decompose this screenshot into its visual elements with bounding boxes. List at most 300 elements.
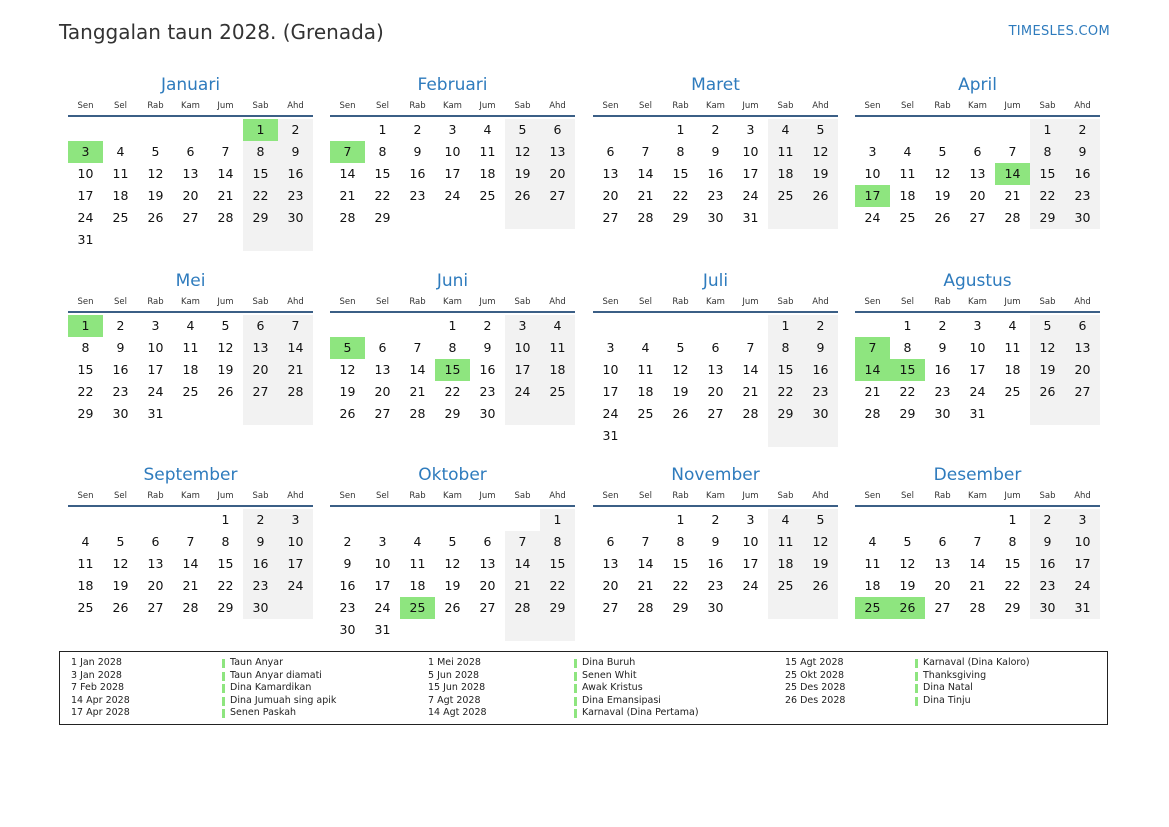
- day-cell[interactable]: 16: [409, 166, 426, 181]
- day-cell[interactable]: 12: [803, 141, 838, 163]
- day-cell[interactable]: 1: [676, 512, 685, 527]
- day-cell[interactable]: 6: [938, 534, 947, 549]
- day-cell[interactable]: 26: [672, 406, 689, 421]
- day-cell[interactable]: 4: [483, 122, 492, 137]
- day-cell[interactable]: 2: [483, 318, 492, 333]
- day-cell[interactable]: 20: [707, 384, 724, 399]
- day-cell[interactable]: 13: [243, 337, 278, 359]
- day-cell[interactable]: 6: [243, 315, 278, 337]
- day-cell[interactable]: 7: [746, 340, 755, 355]
- day-cell[interactable]: 9: [1030, 531, 1065, 553]
- day-cell[interactable]: 18: [540, 359, 575, 381]
- day-cell[interactable]: 19: [1030, 359, 1065, 381]
- day-cell[interactable]: 6: [483, 534, 492, 549]
- day-cell[interactable]: 31: [77, 232, 94, 247]
- day-cell[interactable]: 16: [1030, 553, 1065, 575]
- day-cell[interactable]: 24: [505, 381, 540, 403]
- day-cell[interactable]: 5: [1030, 315, 1065, 337]
- day-cell[interactable]: 25: [768, 575, 803, 597]
- day-cell[interactable]: 2: [711, 512, 720, 527]
- day-cell[interactable]: 4: [116, 144, 125, 159]
- day-cell[interactable]: 20: [479, 578, 496, 593]
- day-cell[interactable]: 2: [243, 509, 278, 531]
- day-cell[interactable]: 26: [934, 210, 951, 225]
- day-cell[interactable]: 8: [903, 340, 912, 355]
- day-cell[interactable]: 22: [768, 381, 803, 403]
- day-cell[interactable]: 15: [1004, 556, 1021, 571]
- day-cell[interactable]: 15: [890, 359, 925, 381]
- day-cell[interactable]: 23: [707, 578, 724, 593]
- day-cell[interactable]: 5: [903, 534, 912, 549]
- day-cell[interactable]: 12: [217, 340, 234, 355]
- day-cell[interactable]: 15: [672, 166, 689, 181]
- day-cell[interactable]: 3: [505, 315, 540, 337]
- day-cell[interactable]: 18: [112, 188, 129, 203]
- day-cell[interactable]: 14: [969, 556, 986, 571]
- day-cell[interactable]: 1: [903, 318, 912, 333]
- day-cell[interactable]: 29: [77, 406, 94, 421]
- day-cell[interactable]: 9: [343, 556, 352, 571]
- day-cell[interactable]: 14: [278, 337, 313, 359]
- day-cell[interactable]: 28: [864, 406, 881, 421]
- day-cell[interactable]: 18: [899, 188, 916, 203]
- day-cell[interactable]: 3: [746, 512, 755, 527]
- day-cell[interactable]: 12: [1030, 337, 1065, 359]
- day-cell[interactable]: 30: [707, 600, 724, 615]
- day-cell[interactable]: 9: [413, 144, 422, 159]
- day-cell[interactable]: 29: [243, 207, 278, 229]
- day-cell[interactable]: 11: [77, 556, 94, 571]
- day-cell[interactable]: 13: [934, 556, 951, 571]
- day-cell[interactable]: 20: [1065, 359, 1100, 381]
- day-cell[interactable]: 7: [278, 315, 313, 337]
- day-cell[interactable]: 13: [1065, 337, 1100, 359]
- day-cell[interactable]: 16: [1065, 163, 1100, 185]
- day-cell[interactable]: 20: [602, 188, 619, 203]
- day-cell[interactable]: 19: [339, 384, 356, 399]
- day-cell[interactable]: 24: [1065, 575, 1100, 597]
- day-cell[interactable]: 10: [147, 340, 164, 355]
- day-cell[interactable]: 16: [339, 578, 356, 593]
- day-cell[interactable]: 22: [899, 384, 916, 399]
- day-cell[interactable]: 22: [444, 384, 461, 399]
- day-cell[interactable]: 22: [1004, 578, 1021, 593]
- day-cell[interactable]: 28: [182, 600, 199, 615]
- day-cell[interactable]: 23: [339, 600, 356, 615]
- day-cell[interactable]: 19: [934, 188, 951, 203]
- day-cell[interactable]: 15: [243, 163, 278, 185]
- day-cell[interactable]: 22: [77, 384, 94, 399]
- day-cell[interactable]: 1: [540, 509, 575, 531]
- day-cell[interactable]: 25: [112, 210, 129, 225]
- day-cell[interactable]: 23: [278, 185, 313, 207]
- day-cell[interactable]: 27: [602, 600, 619, 615]
- day-cell[interactable]: 9: [1065, 141, 1100, 163]
- day-cell[interactable]: 1: [768, 315, 803, 337]
- day-cell[interactable]: 3: [68, 141, 103, 163]
- day-cell[interactable]: 29: [768, 403, 803, 425]
- day-cell[interactable]: 7: [330, 141, 365, 163]
- day-cell[interactable]: 30: [707, 210, 724, 225]
- day-cell[interactable]: 26: [505, 185, 540, 207]
- day-cell[interactable]: 20: [540, 163, 575, 185]
- day-cell[interactable]: 27: [147, 600, 164, 615]
- day-cell[interactable]: 31: [374, 622, 391, 637]
- day-cell[interactable]: 6: [540, 119, 575, 141]
- day-cell[interactable]: 25: [77, 600, 94, 615]
- day-cell[interactable]: 14: [855, 359, 890, 381]
- day-cell[interactable]: 26: [217, 384, 234, 399]
- day-cell[interactable]: 31: [147, 406, 164, 421]
- day-cell[interactable]: 14: [995, 163, 1030, 185]
- day-cell[interactable]: 14: [409, 362, 426, 377]
- day-cell[interactable]: 2: [1030, 509, 1065, 531]
- day-cell[interactable]: 25: [855, 597, 890, 619]
- day-cell[interactable]: 16: [934, 362, 951, 377]
- day-cell[interactable]: 7: [1008, 144, 1017, 159]
- day-cell[interactable]: 1: [68, 315, 103, 337]
- day-cell[interactable]: 19: [803, 163, 838, 185]
- day-cell[interactable]: 3: [378, 534, 387, 549]
- day-cell[interactable]: 26: [803, 185, 838, 207]
- day-cell[interactable]: 27: [374, 406, 391, 421]
- day-cell[interactable]: 23: [243, 575, 278, 597]
- day-cell[interactable]: 5: [330, 337, 365, 359]
- day-cell[interactable]: 11: [637, 362, 654, 377]
- day-cell[interactable]: 23: [803, 381, 838, 403]
- day-cell[interactable]: 5: [448, 534, 457, 549]
- day-cell[interactable]: 21: [409, 384, 426, 399]
- day-cell[interactable]: 26: [890, 597, 925, 619]
- day-cell[interactable]: 12: [672, 362, 689, 377]
- day-cell[interactable]: 7: [186, 534, 195, 549]
- day-cell[interactable]: 8: [243, 141, 278, 163]
- day-cell[interactable]: 17: [505, 359, 540, 381]
- day-cell[interactable]: 16: [278, 163, 313, 185]
- day-cell[interactable]: 14: [505, 553, 540, 575]
- day-cell[interactable]: 14: [217, 166, 234, 181]
- day-cell[interactable]: 3: [746, 122, 755, 137]
- day-cell[interactable]: 18: [182, 362, 199, 377]
- day-cell[interactable]: 24: [742, 188, 759, 203]
- day-cell[interactable]: 28: [278, 381, 313, 403]
- day-cell[interactable]: 8: [676, 534, 685, 549]
- day-cell[interactable]: 13: [540, 141, 575, 163]
- day-cell[interactable]: 19: [505, 163, 540, 185]
- day-cell[interactable]: 9: [278, 141, 313, 163]
- day-cell[interactable]: 23: [112, 384, 129, 399]
- day-cell[interactable]: 29: [374, 210, 391, 225]
- day-cell[interactable]: 12: [505, 141, 540, 163]
- day-cell[interactable]: 16: [803, 359, 838, 381]
- day-cell[interactable]: 19: [899, 578, 916, 593]
- day-cell[interactable]: 31: [742, 210, 759, 225]
- day-cell[interactable]: 29: [672, 600, 689, 615]
- day-cell[interactable]: 17: [602, 384, 619, 399]
- day-cell[interactable]: 17: [742, 166, 759, 181]
- day-cell[interactable]: 4: [903, 144, 912, 159]
- day-cell[interactable]: 22: [217, 578, 234, 593]
- day-cell[interactable]: 25: [540, 381, 575, 403]
- day-cell[interactable]: 1: [243, 119, 278, 141]
- day-cell[interactable]: 6: [606, 144, 615, 159]
- day-cell[interactable]: 20: [934, 578, 951, 593]
- day-cell[interactable]: 20: [147, 578, 164, 593]
- day-cell[interactable]: 6: [378, 340, 387, 355]
- day-cell[interactable]: 15: [374, 166, 391, 181]
- day-cell[interactable]: 20: [602, 578, 619, 593]
- day-cell[interactable]: 6: [973, 144, 982, 159]
- day-cell[interactable]: 19: [112, 578, 129, 593]
- day-cell[interactable]: 6: [186, 144, 195, 159]
- day-cell[interactable]: 5: [676, 340, 685, 355]
- day-cell[interactable]: 31: [602, 428, 619, 443]
- day-cell[interactable]: 12: [803, 531, 838, 553]
- day-cell[interactable]: 4: [768, 509, 803, 531]
- day-cell[interactable]: 21: [637, 188, 654, 203]
- day-cell[interactable]: 16: [707, 556, 724, 571]
- day-cell[interactable]: 19: [147, 188, 164, 203]
- day-cell[interactable]: 6: [1065, 315, 1100, 337]
- day-cell[interactable]: 10: [602, 362, 619, 377]
- day-cell[interactable]: 4: [413, 534, 422, 549]
- day-cell[interactable]: 29: [1004, 600, 1021, 615]
- day-cell[interactable]: 20: [243, 359, 278, 381]
- day-cell[interactable]: 16: [707, 166, 724, 181]
- day-cell[interactable]: 17: [742, 556, 759, 571]
- day-cell[interactable]: 23: [409, 188, 426, 203]
- day-cell[interactable]: 15: [435, 359, 470, 381]
- day-cell[interactable]: 12: [112, 556, 129, 571]
- day-cell[interactable]: 22: [243, 185, 278, 207]
- day-cell[interactable]: 7: [221, 144, 230, 159]
- day-cell[interactable]: 5: [221, 318, 230, 333]
- day-cell[interactable]: 1: [221, 512, 230, 527]
- day-cell[interactable]: 15: [672, 556, 689, 571]
- day-cell[interactable]: 30: [243, 597, 278, 619]
- day-cell[interactable]: 18: [479, 166, 496, 181]
- day-cell[interactable]: 4: [540, 315, 575, 337]
- day-cell[interactable]: 2: [413, 122, 422, 137]
- day-cell[interactable]: 20: [969, 188, 986, 203]
- day-cell[interactable]: 9: [711, 144, 720, 159]
- day-cell[interactable]: 5: [116, 534, 125, 549]
- day-cell[interactable]: 23: [479, 384, 496, 399]
- day-cell[interactable]: 12: [339, 362, 356, 377]
- day-cell[interactable]: 26: [112, 600, 129, 615]
- day-cell[interactable]: 30: [1030, 597, 1065, 619]
- day-cell[interactable]: 9: [483, 340, 492, 355]
- day-cell[interactable]: 28: [409, 406, 426, 421]
- day-cell[interactable]: 2: [343, 534, 352, 549]
- day-cell[interactable]: 2: [1065, 119, 1100, 141]
- day-cell[interactable]: 4: [1008, 318, 1017, 333]
- day-cell[interactable]: 24: [77, 210, 94, 225]
- day-cell[interactable]: 11: [112, 166, 129, 181]
- day-cell[interactable]: 16: [243, 553, 278, 575]
- day-cell[interactable]: 20: [182, 188, 199, 203]
- day-cell[interactable]: 13: [374, 362, 391, 377]
- day-cell[interactable]: 11: [899, 166, 916, 181]
- day-cell[interactable]: 28: [742, 406, 759, 421]
- day-cell[interactable]: 15: [768, 359, 803, 381]
- day-cell[interactable]: 21: [278, 359, 313, 381]
- day-cell[interactable]: 8: [768, 337, 803, 359]
- day-cell[interactable]: 23: [1065, 185, 1100, 207]
- day-cell[interactable]: 25: [479, 188, 496, 203]
- day-cell[interactable]: 28: [217, 210, 234, 225]
- day-cell[interactable]: 23: [707, 188, 724, 203]
- day-cell[interactable]: 21: [969, 578, 986, 593]
- day-cell[interactable]: 10: [969, 340, 986, 355]
- day-cell[interactable]: 30: [934, 406, 951, 421]
- day-cell[interactable]: 26: [444, 600, 461, 615]
- day-cell[interactable]: 3: [448, 122, 457, 137]
- day-cell[interactable]: 6: [151, 534, 160, 549]
- day-cell[interactable]: 27: [969, 210, 986, 225]
- day-cell[interactable]: 16: [479, 362, 496, 377]
- day-cell[interactable]: 28: [637, 210, 654, 225]
- day-cell[interactable]: 18: [768, 553, 803, 575]
- day-cell[interactable]: 5: [803, 509, 838, 531]
- day-cell[interactable]: 10: [505, 337, 540, 359]
- day-cell[interactable]: 24: [864, 210, 881, 225]
- day-cell[interactable]: 27: [182, 210, 199, 225]
- day-cell[interactable]: 7: [855, 337, 890, 359]
- day-cell[interactable]: 28: [339, 210, 356, 225]
- day-cell[interactable]: 5: [151, 144, 160, 159]
- day-cell[interactable]: 25: [768, 185, 803, 207]
- day-cell[interactable]: 14: [742, 362, 759, 377]
- day-cell[interactable]: 15: [77, 362, 94, 377]
- day-cell[interactable]: 24: [147, 384, 164, 399]
- day-cell[interactable]: 25: [637, 406, 654, 421]
- day-cell[interactable]: 18: [1004, 362, 1021, 377]
- day-cell[interactable]: 25: [1004, 384, 1021, 399]
- day-cell[interactable]: 17: [147, 362, 164, 377]
- day-cell[interactable]: 2: [116, 318, 125, 333]
- day-cell[interactable]: 11: [540, 337, 575, 359]
- day-cell[interactable]: 3: [606, 340, 615, 355]
- day-cell[interactable]: 13: [602, 556, 619, 571]
- day-cell[interactable]: 18: [77, 578, 94, 593]
- day-cell[interactable]: 5: [505, 119, 540, 141]
- day-cell[interactable]: 12: [899, 556, 916, 571]
- day-cell[interactable]: 30: [803, 403, 838, 425]
- day-cell[interactable]: 12: [934, 166, 951, 181]
- day-cell[interactable]: 26: [1030, 381, 1065, 403]
- day-cell[interactable]: 1: [1008, 512, 1017, 527]
- day-cell[interactable]: 24: [602, 406, 619, 421]
- day-cell[interactable]: 1: [448, 318, 457, 333]
- day-cell[interactable]: 29: [672, 210, 689, 225]
- day-cell[interactable]: 28: [1004, 210, 1021, 225]
- day-cell[interactable]: 29: [217, 600, 234, 615]
- day-cell[interactable]: 21: [182, 578, 199, 593]
- day-cell[interactable]: 31: [969, 406, 986, 421]
- day-cell[interactable]: 10: [742, 144, 759, 159]
- day-cell[interactable]: 17: [1065, 553, 1100, 575]
- day-cell[interactable]: 23: [934, 384, 951, 399]
- day-cell[interactable]: 8: [378, 144, 387, 159]
- day-cell[interactable]: 25: [400, 597, 435, 619]
- day-cell[interactable]: 5: [938, 144, 947, 159]
- day-cell[interactable]: 28: [505, 597, 540, 619]
- day-cell[interactable]: 11: [479, 144, 496, 159]
- day-cell[interactable]: 29: [899, 406, 916, 421]
- day-cell[interactable]: 27: [540, 185, 575, 207]
- day-cell[interactable]: 19: [803, 553, 838, 575]
- day-cell[interactable]: 25: [182, 384, 199, 399]
- day-cell[interactable]: 7: [641, 534, 650, 549]
- day-cell[interactable]: 19: [672, 384, 689, 399]
- day-cell[interactable]: 25: [899, 210, 916, 225]
- day-cell[interactable]: 22: [672, 578, 689, 593]
- day-cell[interactable]: 7: [641, 144, 650, 159]
- day-cell[interactable]: 9: [711, 534, 720, 549]
- day-cell[interactable]: 30: [112, 406, 129, 421]
- day-cell[interactable]: 8: [676, 144, 685, 159]
- day-cell[interactable]: 21: [505, 575, 540, 597]
- day-cell[interactable]: 2: [803, 315, 838, 337]
- day-cell[interactable]: 8: [448, 340, 457, 355]
- day-cell[interactable]: 11: [768, 141, 803, 163]
- day-cell[interactable]: 11: [409, 556, 426, 571]
- day-cell[interactable]: 17: [278, 553, 313, 575]
- day-cell[interactable]: 22: [1030, 185, 1065, 207]
- day-cell[interactable]: 10: [444, 144, 461, 159]
- day-cell[interactable]: 21: [339, 188, 356, 203]
- day-cell[interactable]: 30: [339, 622, 356, 637]
- day-cell[interactable]: 4: [81, 534, 90, 549]
- day-cell[interactable]: 3: [1065, 509, 1100, 531]
- day-cell[interactable]: 27: [479, 600, 496, 615]
- day-cell[interactable]: 9: [938, 340, 947, 355]
- day-cell[interactable]: 10: [742, 534, 759, 549]
- day-cell[interactable]: 10: [374, 556, 391, 571]
- day-cell[interactable]: 24: [444, 188, 461, 203]
- day-cell[interactable]: 27: [243, 381, 278, 403]
- day-cell[interactable]: 22: [540, 575, 575, 597]
- day-cell[interactable]: 31: [1065, 597, 1100, 619]
- day-cell[interactable]: 11: [182, 340, 199, 355]
- day-cell[interactable]: 30: [278, 207, 313, 229]
- day-cell[interactable]: 21: [217, 188, 234, 203]
- day-cell[interactable]: 22: [374, 188, 391, 203]
- day-cell[interactable]: 26: [339, 406, 356, 421]
- day-cell[interactable]: 4: [768, 119, 803, 141]
- day-cell[interactable]: 17: [374, 578, 391, 593]
- day-cell[interactable]: 11: [864, 556, 881, 571]
- day-cell[interactable]: 18: [864, 578, 881, 593]
- day-cell[interactable]: 13: [147, 556, 164, 571]
- day-cell[interactable]: 4: [868, 534, 877, 549]
- day-cell[interactable]: 26: [147, 210, 164, 225]
- day-cell[interactable]: 14: [637, 166, 654, 181]
- day-cell[interactable]: 3: [278, 509, 313, 531]
- day-cell[interactable]: 11: [1004, 340, 1021, 355]
- day-cell[interactable]: 23: [1030, 575, 1065, 597]
- day-cell[interactable]: 20: [374, 384, 391, 399]
- day-cell[interactable]: 8: [540, 531, 575, 553]
- day-cell[interactable]: 9: [803, 337, 838, 359]
- day-cell[interactable]: 13: [969, 166, 986, 181]
- day-cell[interactable]: 2: [278, 119, 313, 141]
- day-cell[interactable]: 9: [243, 531, 278, 553]
- day-cell[interactable]: 13: [707, 362, 724, 377]
- day-cell[interactable]: 21: [1004, 188, 1021, 203]
- day-cell[interactable]: 14: [339, 166, 356, 181]
